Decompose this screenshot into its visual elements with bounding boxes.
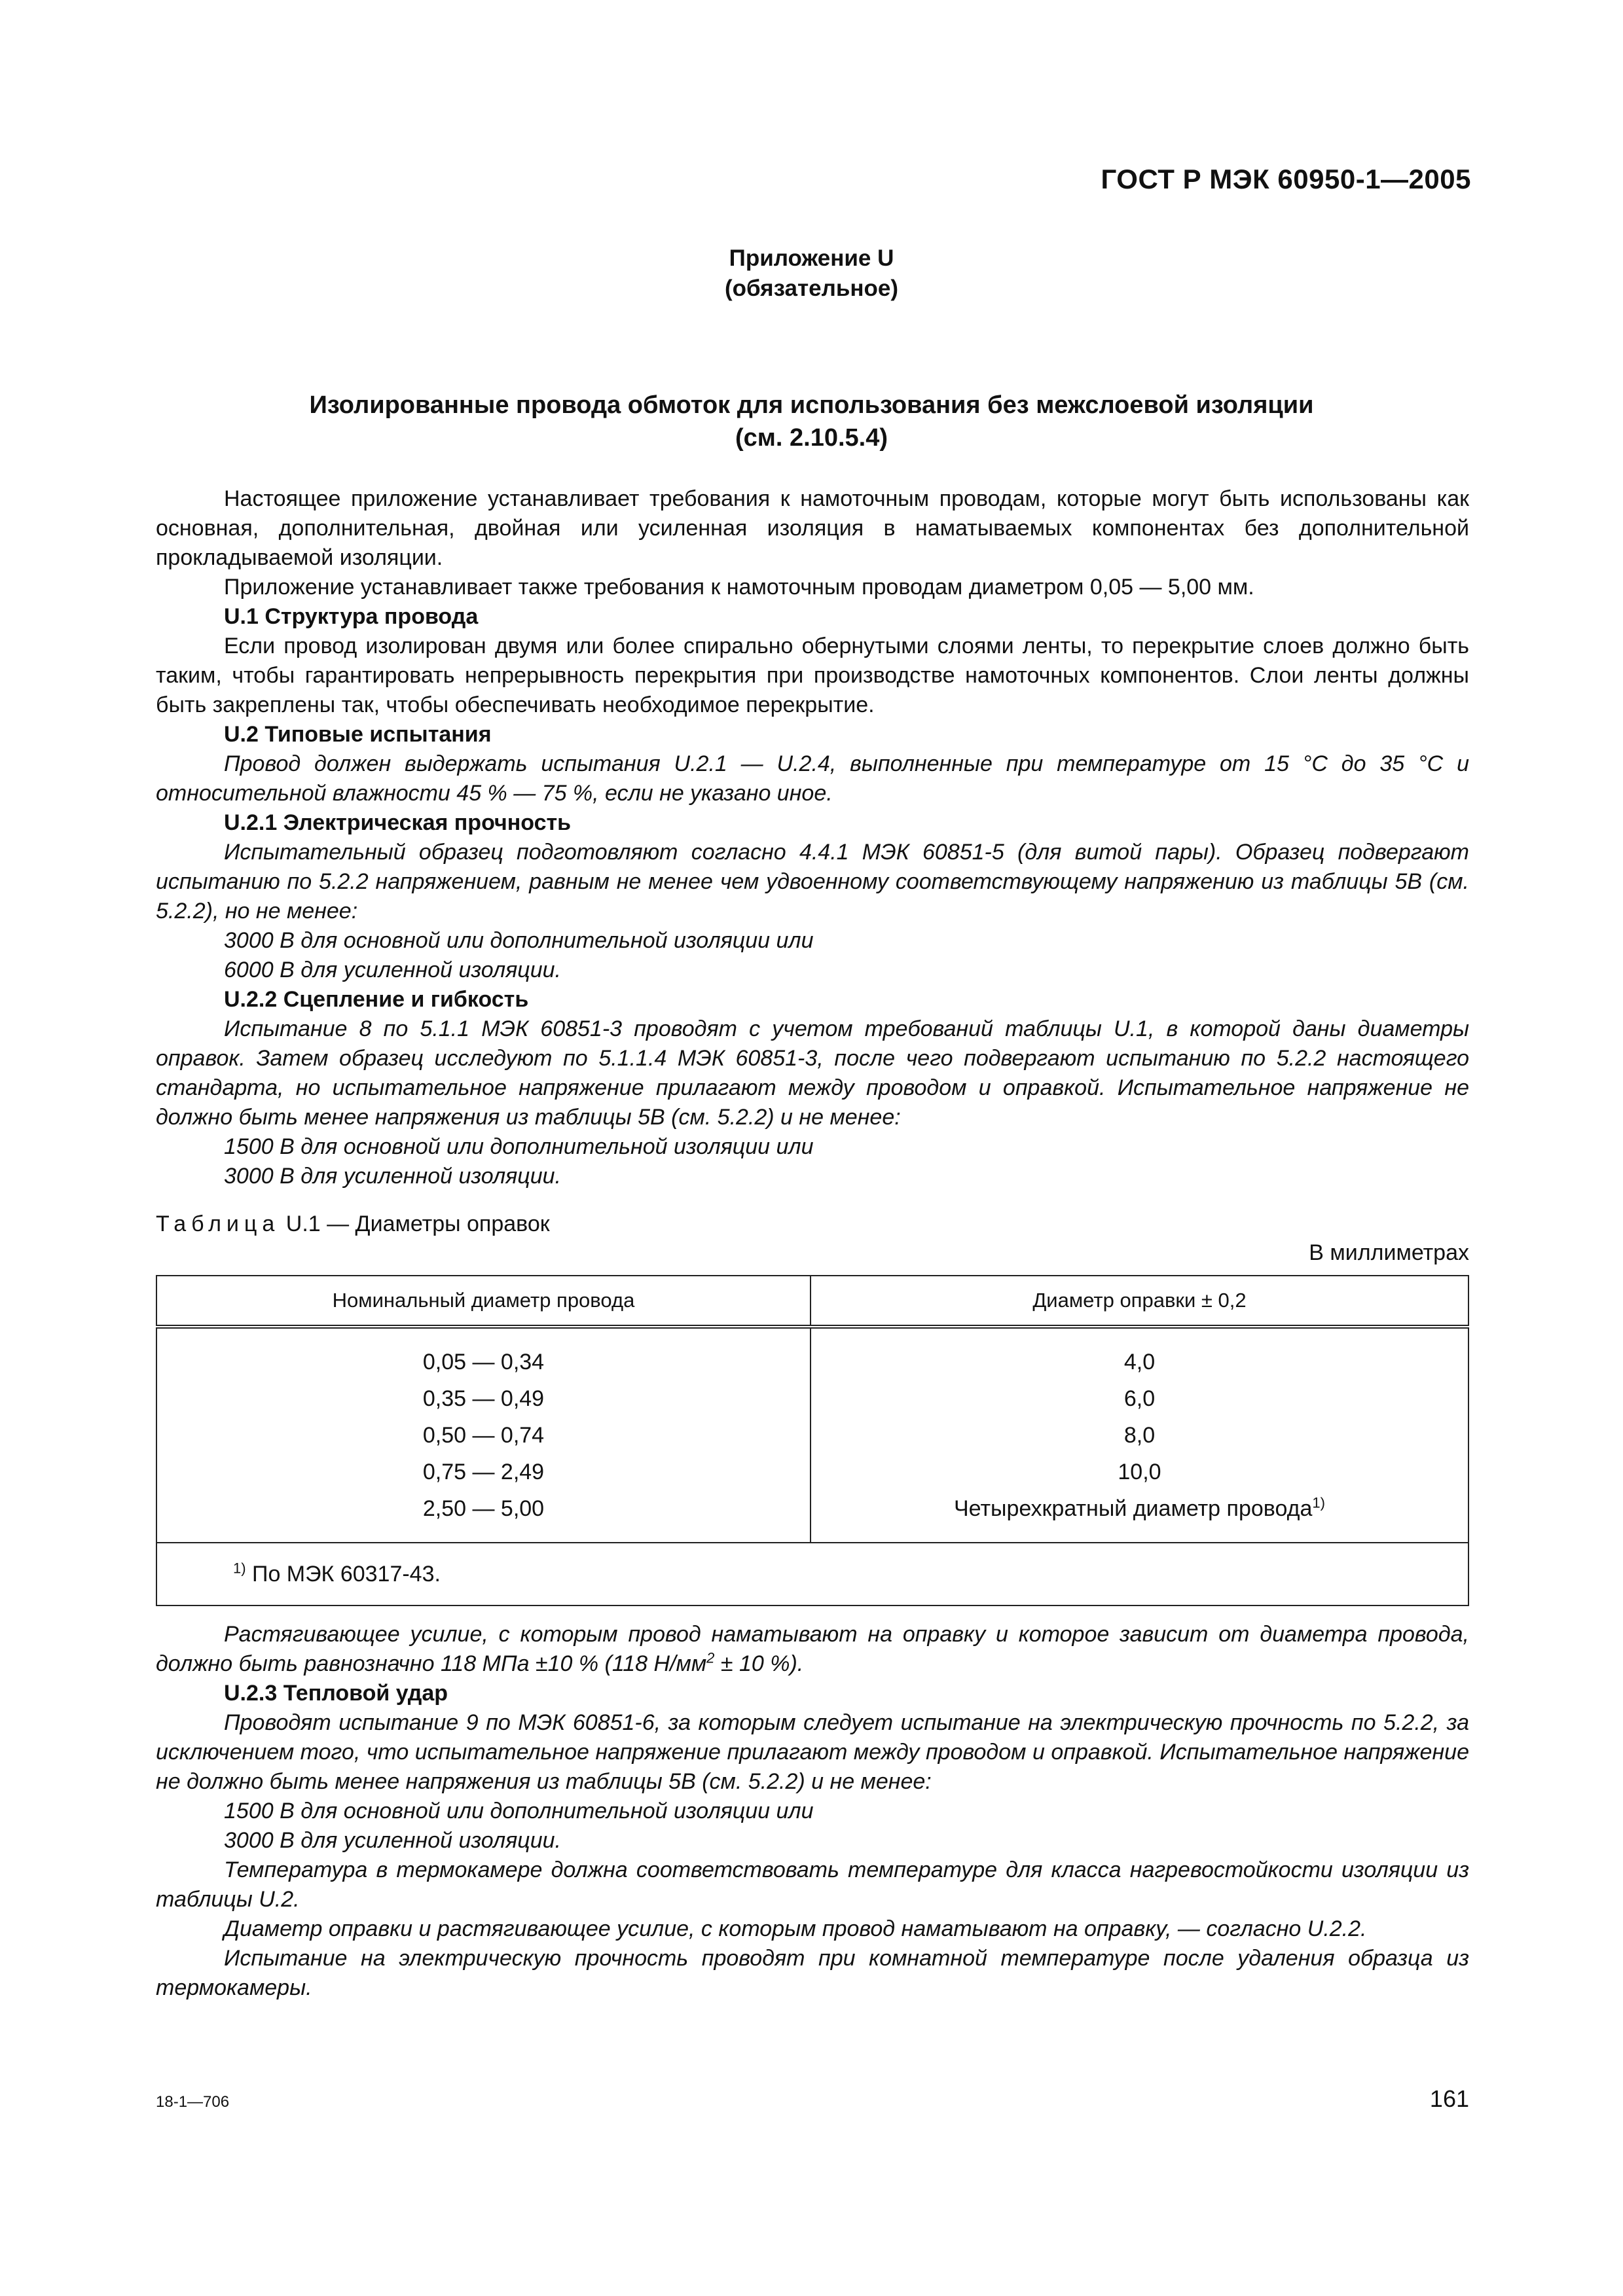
mandrel-text: Четырехкратный диаметр провода (954, 1496, 1313, 1521)
tension-text-b: ± 10 %). (714, 1651, 804, 1676)
table-caption (156, 1210, 550, 1239)
cell-mandrel-diameter: 4,0 (811, 1327, 1468, 1380)
table-row (156, 1380, 1468, 1417)
appendix-title (0, 389, 1623, 454)
column-header-mandrel-diameter: Диаметр оправки ± 0,2 (811, 1276, 1468, 1327)
cell-wire-diameter: 0,75 — 2,49 (156, 1454, 811, 1490)
section-heading-u22: U.2.2 Сцепление и гибкость (224, 987, 529, 1012)
cell-wire-diameter: 0,05 — 0,34 (156, 1327, 811, 1380)
cell-wire-diameter: 2,50 — 5,00 (156, 1490, 811, 1543)
body-text-after-table (156, 1620, 1469, 2003)
section-heading-u2: U.2 Типовые испытания (224, 722, 492, 747)
table-row (156, 1454, 1468, 1490)
list-line-u21-2: 6000 В для усиленной изоляции. (224, 958, 561, 982)
cell-mandrel-diameter: 8,0 (811, 1417, 1468, 1454)
cell-mandrel-diameter: 10,0 (811, 1454, 1468, 1490)
table-caption-text: U.1 — Диаметры оправок (280, 1211, 550, 1236)
footnote-text: По МЭК 60317-43. (246, 1561, 441, 1587)
section-heading-u23: U.2.3 Тепловой удар (224, 1681, 448, 1706)
paragraph-mandrel: Диаметр оправки и растягивающее усилие, с которым провод наматывают на оправку, — согласно U.2.2. (224, 1916, 1367, 1941)
list-line-u23-2: 3000 В для усиленной изоляции. (224, 1828, 561, 1853)
table-row (156, 1327, 1468, 1380)
column-header-wire-diameter: Номинальный диаметр провода (156, 1276, 811, 1327)
list-line-u21-1: 3000 В для основной или дополнительной изоляции или (224, 928, 814, 953)
list-line-u22-1: 1500 В для основной или дополнительной изоляции или (224, 1134, 814, 1159)
section-heading-u21: U.2.1 Электрическая прочность (224, 810, 572, 835)
paragraph-tension (156, 1620, 1469, 1679)
standard-header: ГОСТ Р МЭК 60950-1—2005 (1101, 164, 1471, 194)
paragraph-u21: Испытательный образец подготовляют согласно 4.4.1 МЭК 60851-5 (для витой пары). Образец подвергают испытанию по 5.2.2 напряжением, равным не менее чем удвоенному соответствующему напряжению из таблицы 5В (см. 5.2.2), но не менее: (156, 840, 1469, 924)
appendix-status: (обязательное) (724, 276, 898, 301)
title-line-2: (см. 2.10.5.4) (735, 424, 888, 452)
cell-wire-diameter: 0,35 — 0,49 (156, 1380, 811, 1417)
footnote-reference: 1) (1312, 1494, 1325, 1511)
paragraph-u1: Если провод изолирован двумя или более спирально обернутыми слоями ленты, то перекрытие слоев должно быть таким, чтобы гарантировать непрерывность перекрытия при производстве намоточных компонентов. Слои ленты должны быть закреплены так, чтобы обеспечивать необходимое перекрытие. (156, 634, 1469, 717)
table-footnote-row (156, 1543, 1468, 1605)
paragraph-temperature: Температура в термокамере должна соответствовать температуре для класса нагревостойкости изоляции из таблицы U.2. (156, 1857, 1469, 1912)
section-heading-u1: U.1 Структура провода (224, 604, 479, 629)
appendix-label: Приложение U (729, 245, 894, 271)
paragraph-intro-1: Настоящее приложение устанавливает требования к намоточным проводам, которые могут быть использованы как основная, дополнительная, двойная или усиленная изоляция в наматываемых компонентах без дополнительной прокладываемой изоляции. (156, 486, 1469, 570)
paragraph-room-temperature: Испытание на электрическую прочность проводят при комнатной температуре после удаления образца из термокамеры. (156, 1946, 1469, 2000)
body-text (156, 484, 1469, 1191)
table-caption-word: Таблица (156, 1211, 280, 1236)
table-row (156, 1490, 1468, 1543)
page-number: 161 (1429, 2085, 1469, 2112)
tension-text-a: Растягивающее усилие, с которым провод наматывают на оправку и которое зависит от диаметра провода, должно быть равнозначно 118 МПа ±10 % (118 Н/мм (156, 1622, 1469, 1676)
footnote-mark: 1) (233, 1560, 246, 1577)
footer-code: 18-1—706 (156, 2093, 230, 2111)
paragraph-u2: Провод должен выдержать испытания U.2.1 — U.2.4, выполненные при температуре от 15 °С до 35 °С и относительной влажности 45 % — 75 %, если не указано иное. (156, 751, 1469, 806)
list-line-u22-2: 3000 В для усиленной изоляции. (224, 1164, 561, 1189)
cell-mandrel-diameter: 6,0 (811, 1380, 1468, 1417)
table-header-row (156, 1276, 1468, 1327)
paragraph-intro-2: Приложение устанавливает также требования к намоточным проводам диаметром 0,05 — 5,00 мм. (224, 575, 1254, 600)
cell-mandrel-diameter (811, 1490, 1468, 1543)
table-footnote (156, 1543, 1468, 1605)
paragraph-u23: Проводят испытание 9 по МЭК 60851-6, за которым следует испытание на электрическую прочность по 5.2.2, за исключением того, что испытательное напряжение прилагают между проводом и оправкой. Испытательное напряжение не должно быть менее напряжения из таблицы 5В (см. 5.2.2) и не менее: (156, 1710, 1469, 1794)
tension-superscript: 2 (706, 1649, 715, 1666)
cell-wire-diameter: 0,50 — 0,74 (156, 1417, 811, 1454)
paragraph-u22: Испытание 8 по 5.1.1 МЭК 60851-3 проводят с учетом требований таблицы U.1, в которой даны диаметры оправок. Затем образец исследуют по 5.1.1.4 МЭК 60851-3, после чего подвергают испытанию по 5.2.2 настоящего стандарта, но испытательное напряжение прилагают между проводом и оправкой. Испытательное напряжение не должно быть менее напряжения из таблицы 5В (см. 5.2.2) и не менее: (156, 1016, 1469, 1130)
mandrel-table (156, 1275, 1469, 1606)
title-line-1: Изолированные провода обмоток для использования без межслоевой изоляции (309, 391, 1314, 419)
list-line-u23-1: 1500 В для основной или дополнительной изоляции или (224, 1799, 814, 1823)
table-row (156, 1417, 1468, 1454)
table-units: В миллиметрах (1309, 1240, 1469, 1265)
appendix-heading (0, 243, 1623, 304)
